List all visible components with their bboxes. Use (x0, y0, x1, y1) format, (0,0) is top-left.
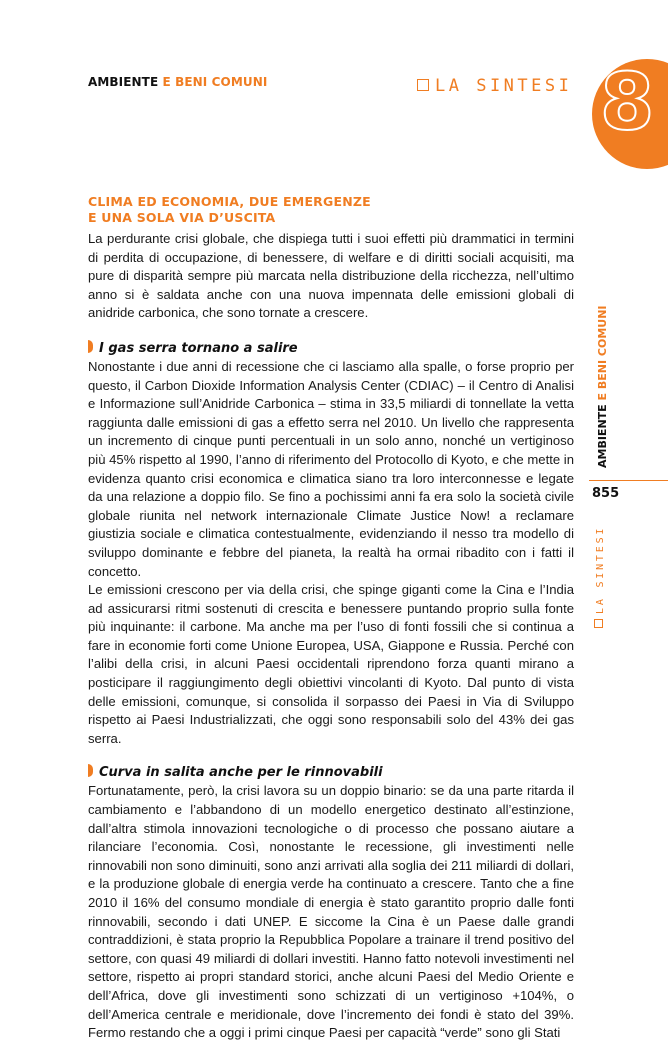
article-title-line2: E UNA SOLA VIA D’USCITA (88, 210, 276, 225)
sidebar-title (596, 268, 609, 468)
section-header-label: LA SINTESI (435, 76, 573, 96)
sidebar-divider (589, 480, 668, 481)
checkbox-square-icon (594, 619, 603, 628)
sidebar-topic: AMBIENTE (596, 404, 609, 468)
subheading-rinnovabili (88, 764, 574, 782)
page-number: 855 (592, 486, 620, 501)
article-body (88, 194, 574, 1043)
sidebar-section (594, 526, 606, 628)
bullet-marker-icon (88, 764, 93, 777)
subheading-label: I gas serra tornano a salire (99, 340, 298, 356)
subheading-label: Curva in salita anche per le rinnovabili (99, 765, 383, 781)
article-title-line1: CLIMA ED ECONOMIA, DUE EMERGENZE (88, 194, 371, 209)
header-subtopic: E BENI COMUNI (162, 75, 268, 89)
sidebar-subtopic: E BENI COMUNI (596, 305, 609, 401)
checkbox-square-icon (417, 79, 429, 91)
paragraph: Nonostante i due anni di recessione che ci lasciamo alla spalle, o forse proprio per questo, il Carbon Dioxide Information Analysis Center (CDIAC) – il Centro di Analisi e Informazione sull’Anidride Carbonica – stima in 33,5 miliardi di tonnellate la vetta raggiunta dalle emissioni di gas a effetto serra nel 2010. Un livello che rappresenta un incremento di cinque punti percentuali in un solo anno, nonché un vertiginoso più 45% rispetto al 1990, l’anno di riferimento del Protocollo di Kyoto, e che mette in evidenza quanto crisi economica e climatica siano tra loro interconnesse e legate da una relazione a doppio filo. Se fino a pochissimi anni fa era solo la società civile globale riunita nel network internazionale Climate Justice Now! a reclamare giustizia sociale e climatica contestualmente, evidenziando il nesso tra modello di sviluppo dominante e febbre del pianeta, la realtà ha ormai ribadito con i fatti il concetto. (88, 358, 574, 579)
bullet-marker-icon (88, 340, 93, 353)
section-header (417, 76, 572, 96)
chapter-number: 8 (600, 58, 655, 148)
article-title (88, 194, 574, 226)
paragraph: Le emissioni crescono per via della crisi, che spinge giganti come la Cina e l’India ad assicurarsi ritmi sostenuti di crescita e benessere puntando proprio sulla fonte più inquinante: il carbone. Ma anche ma per l’uso di fonti fossili che si continua a fare in economie forti come Unione Europea, USA, Giappone e Russia. Perché con l’alibi della crisi, in alcuni Paesi occidentali riprendono forza quanti mirano a posticipare il raggiungimento degli obiettivi vincolanti di Kyoto. Dal punto di vista delle emissioni, comunque, si consolida il sorpasso dei Paesi in Via di Sviluppo rispetto ai Paesi Industrializzati, che oggi sono responsabili solo del 43% dei gas serra. (88, 582, 574, 746)
paragraph: Fortunatamente, però, la crisi lavora su un doppio binario: se da una parte ritarda il cambiamento e l’abbandono di un modello energetico destinato all’estinzione, dall’altra stimola innovazioni tecnologiche o di processo che possano aiutare a rilanciare l’economia. Così, nonostante le recessione, gli investimenti nelle rinnovabili non sono diminuiti, sono anzi arrivati alla soglia dei 211 miliardi di dollari, e la produzione globale di energia verde ha continuato a crescere. Tanto che a fine 2010 il 16% del consumo mondiale di energia è stato garantito proprio dalle fonti rinnovabili, secondo i dati UNEP. E siccome la Cina è un Paese dalle grandi contraddizioni, è stata proprio la Repubblica Popolare a trainare il trend positivo del settore, con quasi 49 miliardi di dollari investiti. Hanno fatto notevoli investimenti nel settore, rispetto ai propri standard storici, anche alcuni Paesi del Medio Oriente e dell’Africa, dove gli investimenti sono schizzati di un vertiginoso +104%, o dell’America centrale e meridionale, dove l’incremento dei fondi è stato del 39%. Fermo restando che a oggi i primi cinque Paesi per capacità “verde” sono gli Stati (88, 783, 574, 1041)
intro-paragraph: La perdurante crisi globale, che dispiega tutti i suoi effetti più drammatici in termini di perdita di occupazione, di benessere, di welfare e di diritti sociali acquisiti, ma pure di disparità sempre più marcata nella distribuzione della ricchezza, nell’ultimo anno si è saldata anche con una nuova impennata delle emissioni globali di anidride carbonica, che sono tornate a crescere. (88, 231, 574, 321)
sidebar-section-label: LA SINTESI (595, 525, 606, 614)
subheading-gas-serra (88, 340, 574, 358)
header-topic: AMBIENTE (88, 75, 159, 89)
running-header (88, 75, 267, 89)
